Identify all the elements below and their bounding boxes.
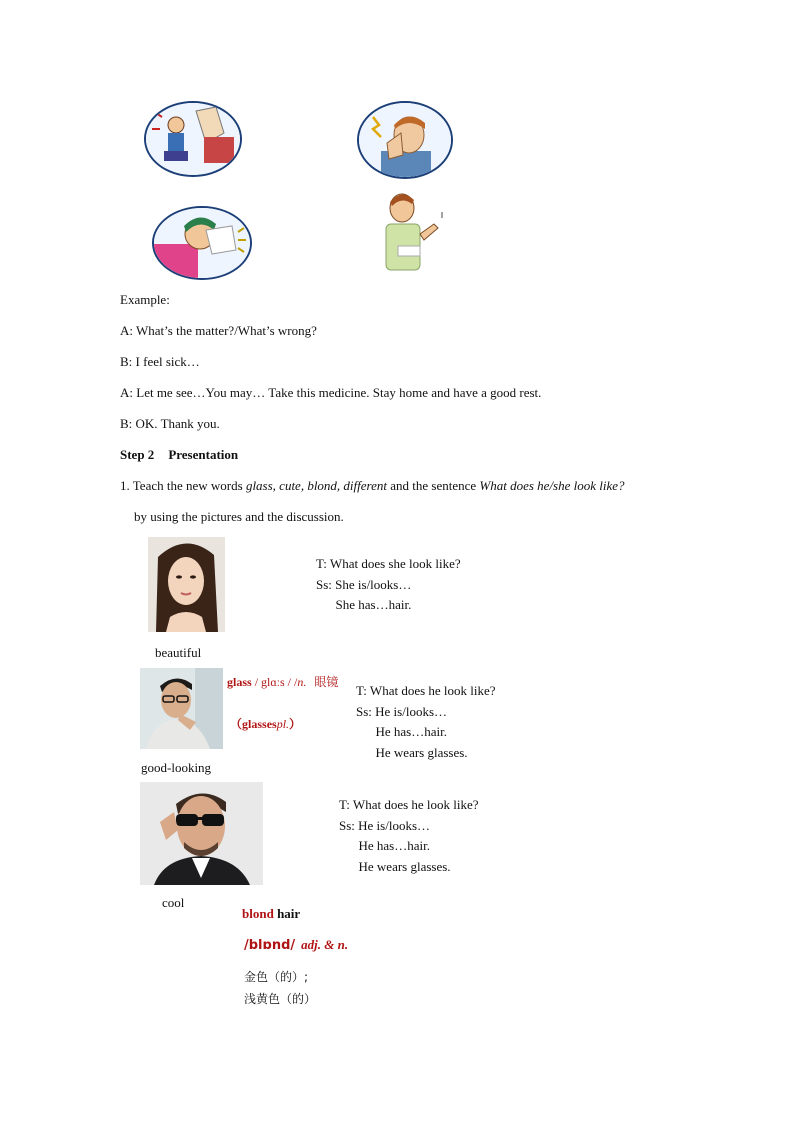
dialogue-line: He has…hair. [339,838,430,853]
step-heading [120,447,238,463]
dialogue-line: Ss: She is/looks… [316,576,412,592]
man2-dialogue [339,795,479,877]
plural-close: ） [289,717,302,731]
woman-photo [148,537,225,632]
blond-pos: adj. & n. [301,937,349,952]
blond-word: blond [242,906,274,921]
dialogue-line: Ss: He is/looks… [356,703,448,719]
man2-caption: cool [162,895,185,910]
headache-man-illustration [357,101,453,179]
dialogue-line: A: Let me see…You may… Take this medicine. Stay home and have a good rest. [120,385,542,400]
dialogue-line: B: I feel sick… [120,354,200,369]
dialogue-line: T: What does he look like? [356,683,496,698]
dialogue-line: She has…hair. [316,597,412,612]
blond-chinese-1: 金色（的）; [244,970,309,984]
instruction-line [120,478,625,494]
blond-phonetic: /blɒnd/ [244,938,296,953]
glass-vocab: glass / glɑːs / /n. 眼镜 [227,675,339,689]
instruction-line-2: by using the pictures and the discussion. [134,509,344,524]
dialogue-line: T: What does she look like? [316,556,461,571]
instruction-prefix: 1. Teach the new words [120,478,246,493]
woman-dialogue [316,554,461,616]
sneezing-man-illustration [152,206,252,280]
blond-phonetic-line [244,937,348,953]
vocab-chinese: 眼镜 [314,675,339,689]
glasses-plural-note [230,715,301,732]
dialogue-line: B: OK. Thank you. [120,416,220,431]
woman-caption: beautiful [155,645,202,660]
injured-arm-boy-illustration [382,186,446,278]
dialogue-line: He wears glasses. [356,744,468,760]
man-with-glasses-photo [140,668,223,749]
dialogue-line: He wears glasses. [339,858,451,874]
dialogue-line: A: What’s the matter?/What’s wrong? [120,323,317,338]
dialogue-line: Ss: He is/looks… [339,817,431,833]
man1-caption: good-looking [141,760,212,775]
man1-dialogue [356,681,496,763]
example-label: Example: [120,292,170,307]
sick-boy-illustration [144,101,242,177]
instruction-words: glass, cute, blond, different [245,478,387,493]
instruction-sentence: What does he/she look like? [479,478,625,493]
step-number: Step 2 [120,447,155,462]
blond-chinese-2: 浅黄色（的） [244,992,317,1006]
plural-tag: pl. [276,717,290,731]
blond-word-rest: hair [273,906,301,921]
dialogue-line: He has…hair. [356,724,447,739]
plural-open: （ [230,717,243,731]
dialogue-line: T: What does he look like? [339,797,479,812]
blond-hair-heading [242,906,300,922]
step-title: Presentation [168,447,239,462]
vocab-word: glass [227,675,252,689]
plural-word: glasses [242,717,277,731]
man-with-sunglasses-photo [140,782,263,885]
vocab-pos: n. [297,675,307,689]
instruction-middle: and the sentence [387,478,480,493]
vocab-phonetic: / glɑːs / [251,675,291,689]
